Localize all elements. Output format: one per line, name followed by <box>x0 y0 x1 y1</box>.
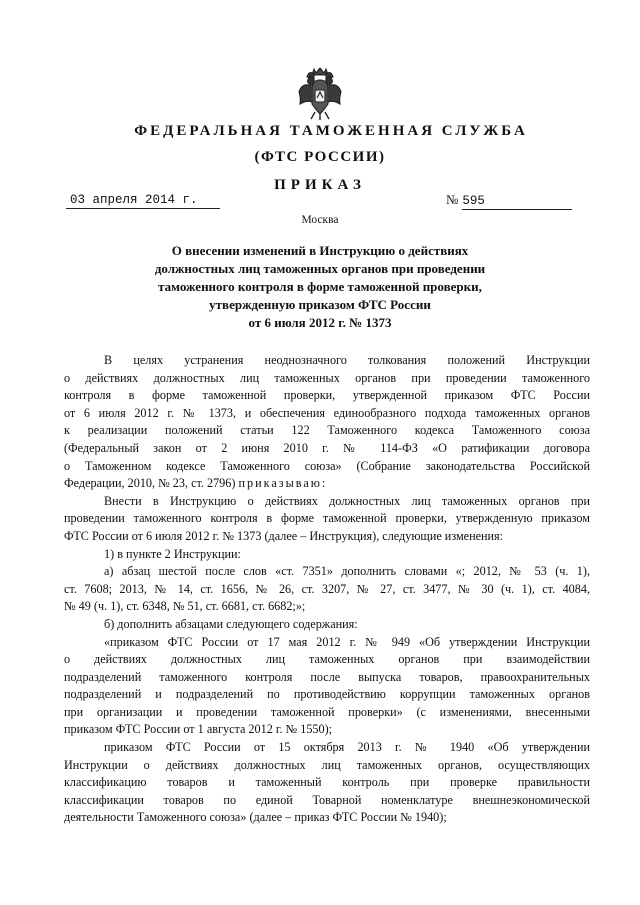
title-line: утвержденную приказом ФТС России <box>209 297 431 312</box>
body-line: от 6 июля 2012 г. № 1373, и обеспечения единообразного подхода таможенных органов <box>64 405 590 420</box>
body-line: контроля в форме таможенной проверки, утвержденной приказом ФТС России <box>64 388 590 403</box>
body-line: В целях устранения неоднозначного толкования положений Инструкции <box>104 353 590 367</box>
body-line: приказом ФТС России от 15 октября 2013 г. № 1940 «Об утверждении <box>104 740 590 755</box>
coat-of-arms-icon <box>297 66 343 122</box>
body-line: о Таможенном кодексе Таможенного союза» (Собрание законодательства Российской <box>64 458 590 473</box>
body-line: приказом ФТС России от 1 августа 2012 г. № 1550); <box>64 722 333 737</box>
document-title <box>110 242 530 332</box>
title-line: должностных лиц таможенных органов при проведении <box>154 261 486 276</box>
order-number: 595 <box>462 193 572 210</box>
body-line: «приказом ФТС России от 17 мая 2012 г. № 949 «Об утверждении Инструкции <box>104 634 590 649</box>
body-line: подразделений таможенного контроля после выпуска товаров, правоохранительных <box>64 669 590 684</box>
body-line: о действиях должностных лиц таможенных органов при взаимодействии <box>64 652 590 667</box>
body-line: классификацию товаров и таможенный контроль при проверке правильности <box>64 775 590 790</box>
body-line: деятельности Таможенного союза» (далее – приказ ФТС России № 1940); <box>64 810 447 825</box>
body-line: № 49 (ч. 1), ст. 6348, № 51, ст. 6681, ст. 6682;»; <box>64 599 306 614</box>
city: Москва <box>301 214 339 226</box>
document-type: ПРИКАЗ <box>274 177 366 193</box>
title-line: таможенного контроля в форме таможенной проверки, <box>158 279 482 294</box>
body-line: подразделений и подразделений по противодействию коррупции таможенных органов <box>64 687 590 702</box>
document-body <box>64 352 590 827</box>
agency-short-name: (ФТС РОССИИ) <box>254 149 386 165</box>
body-line: проведении таможенного контроля в форме таможенной проверки, утвержденную приказом <box>64 511 590 526</box>
order-formula-prefix: Федерации, 2010, № 23, ст. 2796) <box>64 476 236 491</box>
body-line: (Федеральный закон от 2 июня 2010 г. № 114-ФЗ «О ратификации договора <box>64 440 590 455</box>
body-line: к реализации положений статьи 122 Таможенного кодекса Таможенного союза <box>64 423 590 438</box>
order-number-field <box>446 192 588 210</box>
body-line: Инструкции о действиях должностных лиц таможенных органов, осуществляющих <box>64 757 590 772</box>
order-formula: приказываю: <box>238 476 328 491</box>
title-line: от 6 июля 2012 г. № 1373 <box>248 315 392 330</box>
body-line <box>64 475 590 493</box>
agency-name: ФЕДЕРАЛЬНАЯ ТАМОЖЕННАЯ СЛУЖБА <box>134 123 528 139</box>
body-line: ФТС России от 6 июля 2012 г. № 1373 (далее – Инструкция), следующие изменения: <box>64 528 504 543</box>
body-line: Внести в Инструкцию о действиях должностных лиц таможенных органов при <box>104 493 590 508</box>
order-date: 03 апреля 2014 г. <box>66 192 220 209</box>
body-line: б) дополнить абзацами следующего содержания: <box>104 616 358 631</box>
body-line: классификации товаров по единой Товарной номенклатуре внешнеэкономической <box>64 792 590 807</box>
body-line: о действиях должностных лиц таможенных органов при проведении таможенного <box>64 370 590 385</box>
body-line: 1) в пункте 2 Инструкции: <box>104 546 241 561</box>
body-line: при организации и проведении таможенной проверки» (с изменениями, внесенными <box>64 704 590 719</box>
body-line: а) абзац шестой после слов «ст. 7351» дополнить словами «; 2012, № 53 (ч. 1), <box>104 564 590 579</box>
body-line: ст. 7608; 2013, № 14, ст. 1656, № 26, ст. 3207, № 27, ст. 3477, № 30 (ч. 1), ст. 4084, <box>64 581 590 596</box>
number-sign: № <box>446 192 459 207</box>
title-line: О внесении изменений в Инструкцию о действиях <box>171 243 469 258</box>
